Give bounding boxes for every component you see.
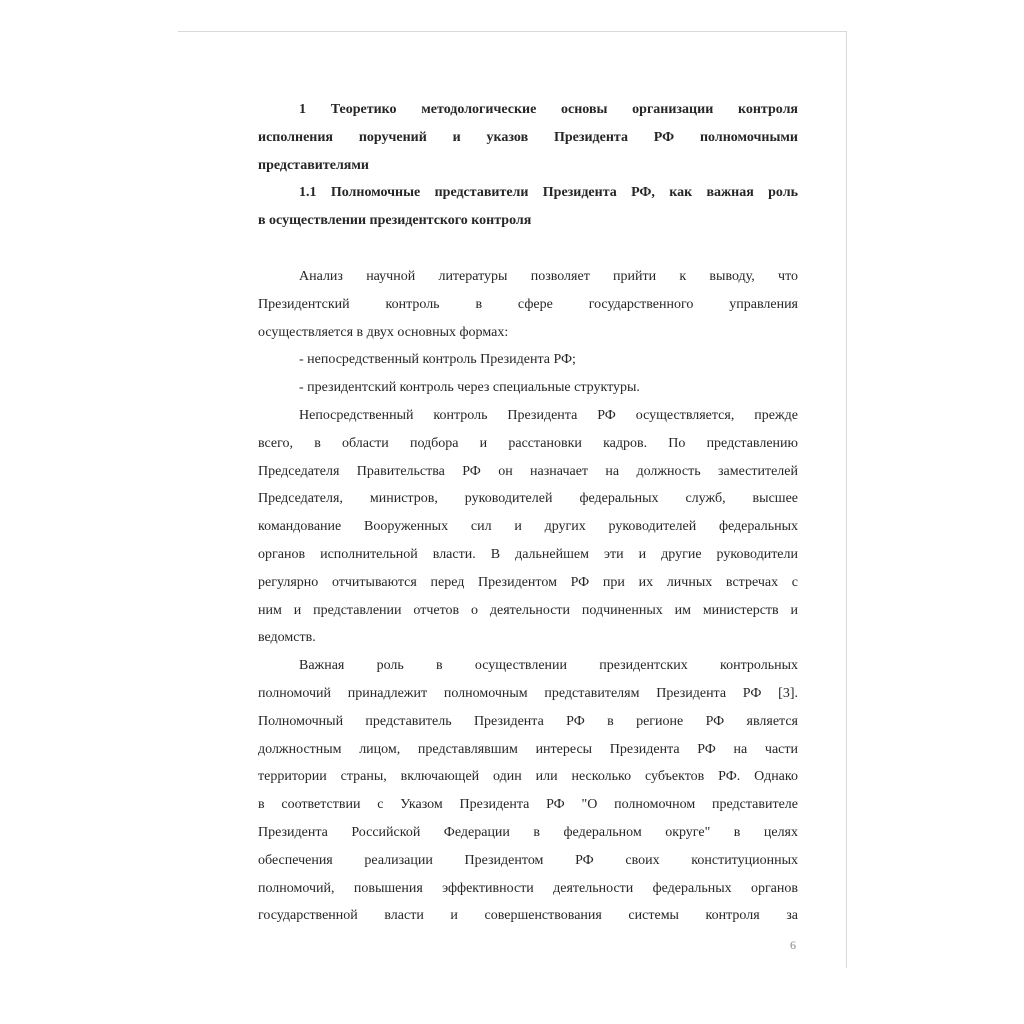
- paragraph-line: полномочий, повышения эффективности деятельности федеральных органов: [258, 880, 798, 896]
- section-heading-line: в осуществлении президентского контроля: [258, 213, 532, 229]
- paragraph-line: Полномочный представитель Президента РФ в регионе РФ является: [258, 713, 798, 729]
- paragraph-line: Президента Российской Федерации в федеральном округе" в целях: [258, 824, 798, 840]
- paragraph-line: полномочий принадлежит полномочным представителям Президента РФ [3].: [258, 685, 798, 701]
- paragraph-line: территории страны, включающей один или несколько субъектов РФ. Однако: [258, 769, 798, 785]
- paragraph-line: Анализ научной литературы позволяет прийти к выводу, что: [299, 268, 798, 284]
- paragraph-line: Непосредственный контроль Президента РФ осуществляется, прежде: [299, 407, 798, 423]
- list-item: - непосредственный контроль Президента РФ;: [299, 352, 576, 368]
- paragraph-line: Президентский контроль в сфере государственного управления: [258, 296, 798, 312]
- paragraph-line: командование Вооруженных сил и других руководителей федеральных: [258, 519, 798, 535]
- chapter-heading-line: 1 Теоретико методологические основы организации контроля: [299, 102, 798, 117]
- chapter-heading-line: представителями: [258, 157, 369, 173]
- blank-line: [258, 235, 798, 263]
- paragraph-line: регулярно отчитываются перед Президентом РФ при их личных встречах с: [258, 574, 798, 590]
- document-page: [178, 31, 847, 968]
- paragraph-line: государственной власти и совершенствования системы контроля за: [258, 908, 798, 924]
- paragraph-line: осуществляется в двух основных формах:: [258, 324, 509, 340]
- paragraph-line: Председателя Правительства РФ он назначает на должность заместителей: [258, 463, 798, 479]
- paragraph-line: ним и представлении отчетов о деятельности подчиненных им министерств и: [258, 602, 798, 618]
- paragraph-line: Важная роль в осуществлении президентских контрольных: [299, 658, 798, 674]
- paragraph-line: в соответствии с Указом Президента РФ "О полномочном представителе: [258, 797, 798, 813]
- paragraph-line: обеспечения реализации Президентом РФ своих конституционных: [258, 852, 798, 868]
- paragraph-line: органов исполнительной власти. В дальнейшем эти и другие руководители: [258, 546, 798, 562]
- paragraph-line: ведомств.: [258, 630, 316, 646]
- paragraph-line: Председателя, министров, руководителей федеральных служб, высшее: [258, 491, 798, 507]
- section-heading-line: 1.1 Полномочные представители Президента РФ, как важная роль: [299, 185, 798, 201]
- page-number: 6: [790, 938, 796, 952]
- chapter-heading-line: исполнения поручений и указов Президента РФ полномочными: [258, 129, 798, 145]
- list-item: - президентский контроль через специальные структуры.: [299, 380, 640, 396]
- page-content: [258, 96, 798, 930]
- paragraph-line: всего, в области подбора и расстановки кадров. По представлению: [258, 435, 798, 451]
- paragraph-line: должностным лицом, представлявшим интересы Президента РФ на части: [258, 741, 798, 757]
